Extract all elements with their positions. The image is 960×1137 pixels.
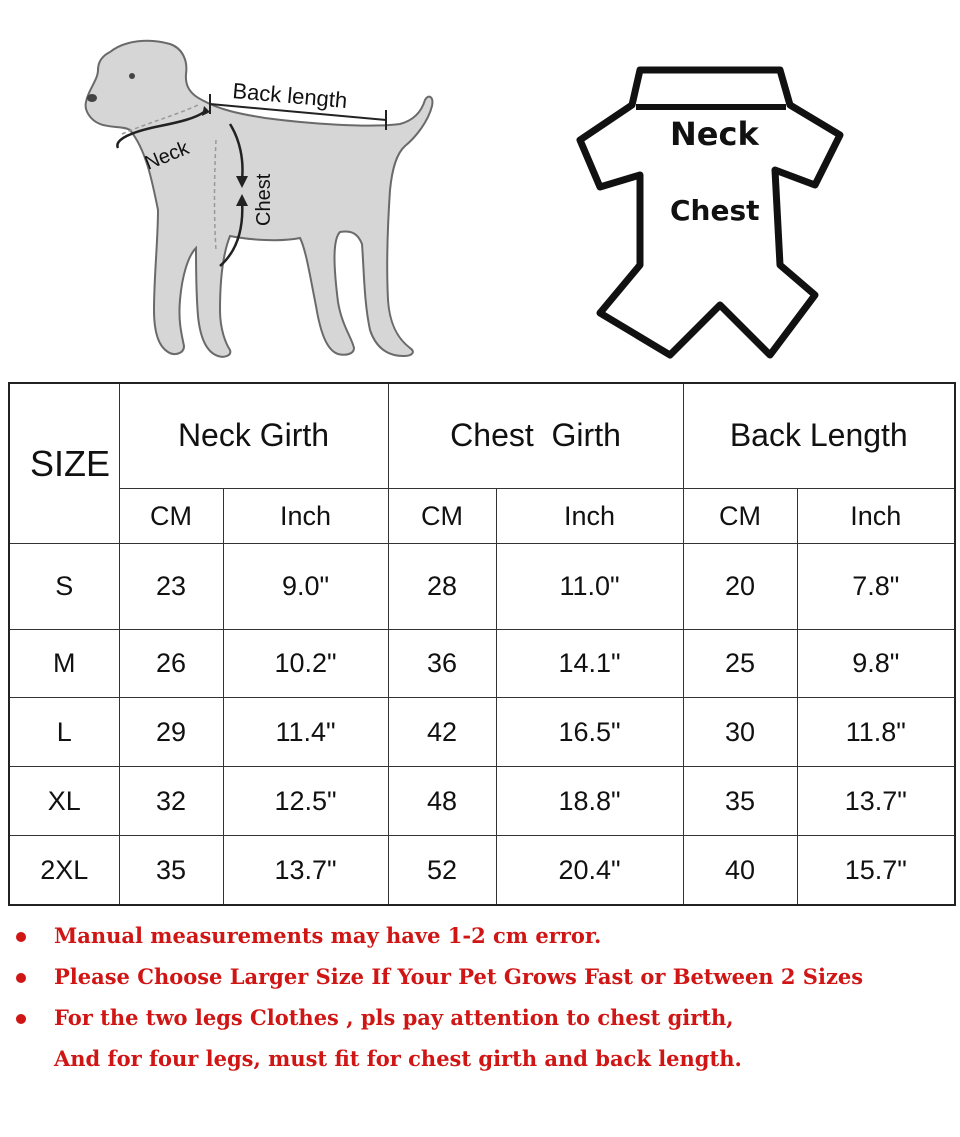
size-label: S xyxy=(9,544,119,629)
garment-outline-illustration xyxy=(560,55,880,375)
table-row xyxy=(9,836,955,905)
chest-girth-header: Chest Girth xyxy=(388,383,683,488)
unit-header: Inch xyxy=(797,488,955,543)
note-continuation: And for four legs, must fit for chest girth and back length. xyxy=(54,1046,742,1071)
table-row xyxy=(9,698,955,767)
table-cell: 16.5" xyxy=(496,698,683,767)
neck-girth-header: Neck Girth xyxy=(119,383,388,488)
table-cell: 14.1" xyxy=(496,629,683,698)
unit-header: Inch xyxy=(496,488,683,543)
dog-measurement-illustration xyxy=(70,30,460,380)
size-header: SIZE xyxy=(9,383,119,544)
dog-eye xyxy=(129,73,135,79)
table-cell: 28 xyxy=(388,544,496,629)
size-chart-table xyxy=(8,382,956,906)
table-cell: 18.8" xyxy=(496,767,683,836)
size-label: L xyxy=(9,698,119,767)
table-cell: 26 xyxy=(119,629,223,698)
table-cell: 12.5" xyxy=(223,767,388,836)
neck-label: Neck xyxy=(141,137,193,175)
table-row xyxy=(9,767,955,836)
table-cell: 23 xyxy=(119,544,223,629)
bullet-icon xyxy=(16,932,26,942)
table-row xyxy=(9,544,955,629)
table-cell: 35 xyxy=(119,836,223,905)
unit-header: CM xyxy=(388,488,496,543)
unit-header: Inch xyxy=(223,488,388,543)
back-length-label: Back length xyxy=(231,78,349,114)
table-cell: 15.7" xyxy=(797,836,955,905)
size-label: 2XL xyxy=(9,836,119,905)
table-cell: 29 xyxy=(119,698,223,767)
garment-neck-label: Neck xyxy=(670,115,759,153)
note-item xyxy=(16,918,946,959)
table-cell: 40 xyxy=(683,836,797,905)
notes-section xyxy=(16,918,946,1082)
table-cell: 32 xyxy=(119,767,223,836)
unit-header: CM xyxy=(683,488,797,543)
note-text: Manual measurements may have 1-2 cm error. xyxy=(54,923,602,948)
chest-label: Chest xyxy=(253,173,275,226)
table-cell: 9.0" xyxy=(223,544,388,629)
note-text: For the two legs Clothes , pls pay attention to chest girth, xyxy=(54,1005,734,1030)
table-row xyxy=(9,629,955,698)
table-cell: 36 xyxy=(388,629,496,698)
table-cell: 52 xyxy=(388,836,496,905)
table-cell: 11.0" xyxy=(496,544,683,629)
table-cell: 13.7" xyxy=(223,836,388,905)
dog-nose xyxy=(87,94,97,102)
unit-header-row xyxy=(9,488,955,543)
table-cell: 20.4" xyxy=(496,836,683,905)
table-cell: 9.8" xyxy=(797,629,955,698)
table-cell: 20 xyxy=(683,544,797,629)
table-cell: 25 xyxy=(683,629,797,698)
bullet-icon xyxy=(16,973,26,983)
table-cell: 48 xyxy=(388,767,496,836)
table-cell: 7.8" xyxy=(797,544,955,629)
table-cell: 30 xyxy=(683,698,797,767)
bullet-icon xyxy=(16,1014,26,1024)
size-label: M xyxy=(9,629,119,698)
note-item xyxy=(16,1000,946,1041)
note-text: Please Choose Larger Size If Your Pet Grows Fast or Between 2 Sizes xyxy=(54,964,864,989)
table-cell: 13.7" xyxy=(797,767,955,836)
table-cell: 11.8" xyxy=(797,698,955,767)
table-cell: 42 xyxy=(388,698,496,767)
group-header-row xyxy=(9,383,955,488)
table-cell: 11.4" xyxy=(223,698,388,767)
garment-chest-label: Chest xyxy=(670,194,760,227)
unit-header: CM xyxy=(119,488,223,543)
table-cell: 35 xyxy=(683,767,797,836)
back-length-header: Back Length xyxy=(683,383,955,488)
size-label: XL xyxy=(9,767,119,836)
note-item xyxy=(16,959,946,1000)
table-cell: 10.2" xyxy=(223,629,388,698)
